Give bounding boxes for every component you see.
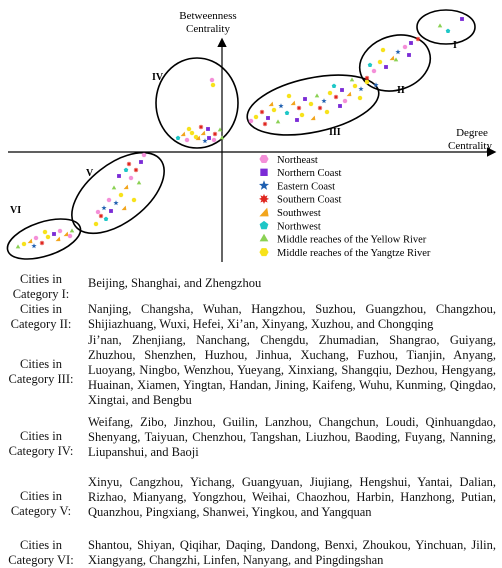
scatter-point <box>202 138 207 143</box>
category-label <box>0 357 82 387</box>
scatter-point <box>181 132 186 137</box>
scatter-point <box>137 180 142 184</box>
legend-item <box>259 248 430 259</box>
category-label <box>0 302 82 332</box>
scatter-point <box>446 29 451 33</box>
scatter-point <box>207 136 211 140</box>
scatter-point <box>372 69 377 73</box>
scatter-point <box>22 242 27 246</box>
scatter-point <box>132 198 137 202</box>
legend-marker <box>260 234 269 242</box>
scatter-point <box>94 222 99 226</box>
scatter-point <box>409 41 413 45</box>
scatter-point <box>343 99 348 103</box>
category-row-I <box>0 270 502 300</box>
scatter-point <box>129 176 134 180</box>
scatter-point <box>394 57 399 61</box>
scatter-point <box>212 131 217 136</box>
scatter-point <box>107 198 112 202</box>
scatter-figure <box>0 0 502 268</box>
legend-label: Southern Coast <box>277 194 342 206</box>
scatter-svg <box>0 0 502 268</box>
category-label <box>0 429 82 459</box>
scatter-point <box>139 160 143 164</box>
scatter-point <box>211 83 216 87</box>
scatter-point <box>295 118 299 122</box>
category-label-line1: Cities in <box>19 302 63 316</box>
scatter-point <box>113 200 118 205</box>
x-axis-label-line1: Degree <box>456 127 488 139</box>
scatter-point <box>46 235 51 239</box>
scatter-point <box>303 97 307 101</box>
legend-item <box>259 180 335 192</box>
scatter-point <box>460 17 464 21</box>
category-label-line1: Cities in <box>19 489 63 503</box>
scatter-point <box>16 244 21 248</box>
category-row-VI <box>0 536 502 568</box>
scatter-point <box>117 174 121 178</box>
category-label-line1: Cities in <box>19 538 63 552</box>
category-cities: Beijing, Shanghai, and Zhengzhou <box>88 276 262 290</box>
scatter-point <box>52 232 56 236</box>
scatter-point <box>347 92 352 97</box>
scatter-point <box>395 49 400 54</box>
scatter-point <box>70 228 75 232</box>
x-axis-label-line2: Centrality <box>448 140 492 152</box>
category-label-line2: Category I: <box>12 287 70 301</box>
scatter-point <box>64 232 69 237</box>
scatter-point <box>407 53 411 57</box>
scatter-point <box>254 115 259 119</box>
scatter-point <box>287 94 292 98</box>
scatter-point <box>390 56 395 61</box>
scatter-point <box>358 86 363 91</box>
category-label-line1: Cities in <box>19 272 63 286</box>
scatter-point <box>210 78 215 82</box>
scatter-point <box>126 161 131 166</box>
legend-item <box>259 194 342 206</box>
scatter-point <box>109 209 113 213</box>
scatter-point <box>56 237 61 242</box>
category-label <box>0 489 82 519</box>
legend-item <box>259 155 318 166</box>
cluster-label-I: I <box>453 40 457 51</box>
scatter-point <box>364 75 369 80</box>
category-label-line2: Category V: <box>10 504 72 518</box>
scatter-point <box>311 116 316 121</box>
scatter-point <box>31 243 36 248</box>
scatter-point <box>353 84 358 88</box>
scatter-point <box>262 121 267 126</box>
scatter-point <box>185 138 190 142</box>
legend-label: Southwest <box>277 208 321 219</box>
scatter-point <box>101 205 106 210</box>
cluster-ellipse-V <box>58 137 179 249</box>
category-cities: Ji’nan, Zhenjiang, Nanchang, Chengdu, Zhumadian, Shangrao, Guiyang, Zhuzhou, Shenzhen, Huzhou, Jinhua, Xuchang, Fuzhou, Tianjin, Anyang, Luoyang, Ningbo, Wenzhou, Yueyang, Xinxiang, Shangqiu, Dezhou, Hengyang, Huainan, Xiamen, Yingtan, Handan, Jining, Kaifeng, Wuhu, Kunming, Qingdao, Xingtai, and Bengbu <box>88 333 496 407</box>
category-cities: Weifang, Zibo, Jinzhou, Guilin, Lanzhou, Changchun, Loudi, Qinhuangdao, Shenyang, Taiyuan, Chenzhou, Tangshan, Liuzhou, Baoding, Fuyang, Nanning, Liupanshui, and Baoji <box>88 415 496 459</box>
scatter-point <box>332 84 337 88</box>
scatter-point <box>285 111 290 115</box>
scatter-point <box>296 105 301 110</box>
scatter-point <box>206 127 210 131</box>
legend-marker <box>260 169 267 176</box>
legend-item <box>259 208 320 219</box>
category-label-line2: Category III: <box>8 372 74 386</box>
scatter-point <box>266 116 270 120</box>
cluster-label-II: II <box>397 85 405 96</box>
cluster-label-III: III <box>329 127 341 138</box>
scatter-point <box>415 36 420 41</box>
category-cities: Nanjing, Changsha, Wuhan, Hangzhou, Suzhou, Guangzhou, Changzhou, Shijiazhuang, Wuxi, Hefei, Xi’an, Xinyang, Xuzhou, and Chongqing <box>88 302 496 331</box>
legend-label: Middle reaches of the Yangtze River <box>277 247 431 259</box>
cluster-ellipse-IV <box>156 58 238 148</box>
legend-marker <box>260 221 269 229</box>
category-label-line1: Cities in <box>19 357 63 371</box>
cluster-ellipse-II <box>352 26 437 100</box>
scatter-point <box>276 119 281 123</box>
legend-marker <box>259 208 268 217</box>
scatter-point <box>34 236 39 240</box>
category-label <box>0 538 82 568</box>
scatter-point <box>43 230 48 234</box>
scatter-point <box>198 124 203 129</box>
category-cities: Xinyu, Cangzhou, Yichang, Guangyuan, Jiujiang, Hengshui, Yantai, Dalian, Rizhao, Mianyang, Yongzhou, Weihai, Chaozhou, Harbin, Hanzhong, Putian, Quanzhou, Pingxiang, Shanwei, Yingkou, and Yangquan <box>88 475 496 519</box>
scatter-point <box>259 109 264 114</box>
category-row-II <box>0 300 502 333</box>
scatter-point <box>28 239 33 244</box>
legend-label: Northwest <box>277 221 321 233</box>
legend <box>259 155 431 259</box>
category-label-line2: Category II: <box>10 317 72 331</box>
scatter-point <box>58 229 63 233</box>
legend-item <box>260 234 427 246</box>
scatter-point <box>278 103 283 108</box>
cluster-label-IV: IV <box>152 72 164 83</box>
scatter-point <box>187 127 192 131</box>
cluster-ellipse-III <box>242 65 384 146</box>
scatter-point <box>201 131 206 136</box>
category-row-V <box>0 475 502 536</box>
scatter-point <box>39 240 44 245</box>
scatter-point <box>333 94 338 99</box>
scatter-point <box>300 113 305 117</box>
scatter-point <box>438 23 443 27</box>
scatter-point <box>122 206 127 211</box>
cluster-label-VI: VI <box>10 205 22 216</box>
scatter-point <box>269 102 274 107</box>
scatter-point <box>119 193 124 197</box>
scatter-markers <box>16 17 464 248</box>
scatter-point <box>176 136 181 140</box>
legend-marker <box>259 248 268 256</box>
scatter-point <box>190 131 195 135</box>
scatter-point <box>212 138 217 142</box>
scatter-point <box>350 77 355 81</box>
category-label <box>0 272 82 302</box>
legend-marker <box>259 194 269 204</box>
scatter-point <box>133 167 138 172</box>
scatter-point <box>96 210 101 214</box>
scatter-point <box>384 65 388 69</box>
scatter-point <box>124 168 129 172</box>
scatter-point <box>104 217 109 221</box>
cluster-label-V: V <box>86 168 94 179</box>
scatter-point <box>291 101 296 106</box>
y-axis-label-line1: Betweenness <box>179 10 237 22</box>
category-label-line2: Category VI: <box>8 553 74 567</box>
scatter-point <box>98 213 103 218</box>
legend-label: Northern Coast <box>277 168 342 180</box>
scatter-point <box>315 93 320 97</box>
cluster-ellipse-I <box>417 10 475 44</box>
scatter-point <box>309 102 314 106</box>
scatter-point <box>378 60 383 64</box>
scatter-point <box>325 110 330 114</box>
category-cities: Shantou, Shiyan, Qiqihar, Daqing, Dandong, Benxi, Zhoukou, Yinchuan, Jilin, Xiangyang, Changzhi, Linfen, Nanyang, and Pingdingshan <box>88 538 496 567</box>
scatter-point <box>358 96 363 100</box>
legend-item <box>260 168 341 179</box>
scatter-point <box>340 88 344 92</box>
legend-label: Eastern Coast <box>277 181 336 193</box>
legend-marker <box>259 155 268 163</box>
legend-label: Middle reaches of the Yellow River <box>277 234 427 246</box>
scatter-point <box>328 91 333 95</box>
scatter-point <box>321 98 326 103</box>
scatter-point <box>338 104 342 108</box>
scatter-point <box>124 185 129 190</box>
category-row-III <box>0 333 502 415</box>
y-axis-label-line2: Centrality <box>186 23 230 35</box>
scatter-point <box>317 105 322 110</box>
category-row-IV <box>0 415 502 475</box>
scatter-point <box>142 153 147 157</box>
legend-label: Northeast <box>277 154 318 166</box>
scatter-point <box>272 108 277 112</box>
legend-marker <box>259 180 269 190</box>
scatter-point <box>68 234 73 238</box>
scatter-point <box>381 48 386 52</box>
category-label-line1: Cities in <box>19 429 63 443</box>
legend-item <box>260 221 321 232</box>
category-label-line2: Category IV: <box>8 444 74 458</box>
scatter-point <box>368 63 373 67</box>
scatter-point <box>403 45 408 49</box>
scatter-point <box>112 185 117 189</box>
